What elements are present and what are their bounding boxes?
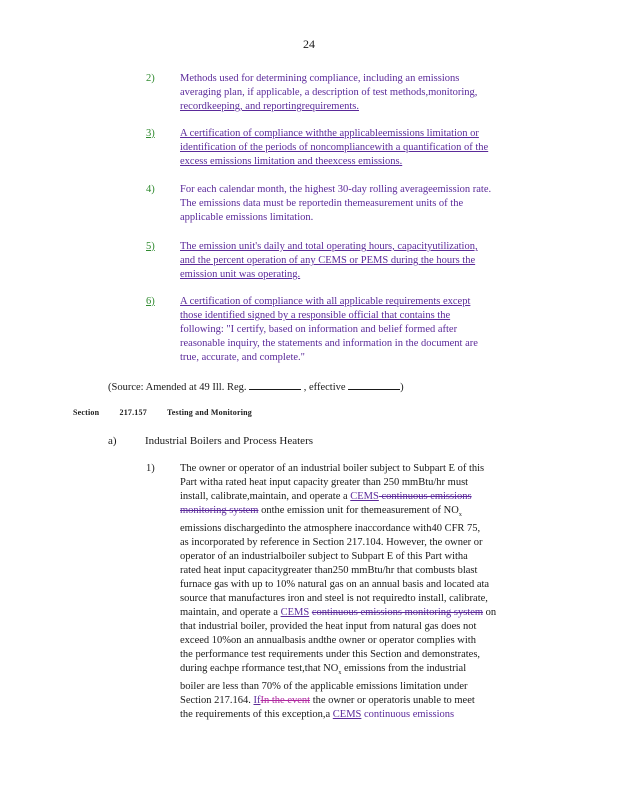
text-line: exceed 10%on an annualbasis andthe owner or operator complies with [180, 635, 476, 647]
item-line: A certification of compliance withthe applicableemissions limitation or [180, 128, 479, 139]
text-run: the owner or operatoris unable to meet [310, 695, 475, 707]
text-run: emissions from the industrial [341, 663, 467, 675]
item-number: 3) [146, 128, 155, 139]
text-line: Part witha rated heat input capacity greater than 250 mmBtu/hr must [180, 477, 469, 488]
text-line [180, 490, 530, 504]
item-line: A certification of compliance with all applicable requirements except [180, 296, 471, 307]
text-line [180, 694, 530, 708]
subsection-letter: a) [108, 435, 117, 447]
text-line: that industrial boiler, provided the heat input from natural gas does not [180, 621, 477, 633]
subscript: x [338, 670, 342, 677]
item-number: 6) [146, 296, 155, 307]
inserted-text: CEMS [332, 709, 362, 721]
item-line: The emission unit's daily and total operating hours, capacityutilization, [180, 241, 478, 252]
deleted-text: continuous emissions [378, 491, 472, 502]
text-run: the requirements of this exception,a [180, 709, 333, 721]
text-run: on [483, 607, 497, 619]
text-run: continuous emissions [361, 709, 455, 721]
item-number: 5) [146, 241, 155, 252]
subscript: x [458, 512, 462, 519]
text-line: the performance test requirements under this Section and demonstrates, [180, 649, 481, 661]
blank-line [249, 380, 301, 390]
text-line: boiler are less than 70% of the applicable emissions limitation under [180, 681, 468, 693]
source-middle: , effective [303, 382, 346, 393]
subsection-title: Industrial Boilers and Process Heaters [145, 435, 314, 447]
text-line [180, 606, 530, 620]
page-number: 24 [303, 37, 315, 51]
text-line: emissions dischargedinto the atmosphere inaccordance with40 CFR 75, [180, 523, 481, 535]
item-line: emission unit was operating. [180, 269, 301, 280]
text-run: onthe emission unit for themeasurement of NO [258, 505, 459, 516]
text-run: Section 217.164. [180, 695, 254, 707]
item-line: Methods used for determining compliance, including an emissions [180, 73, 460, 84]
text-line: furnace gas with up to 10% natural gas on an annual basis and located ata [180, 579, 490, 591]
text-line: source that manufactures iron and steel is not requiredto install, calibrate, [180, 593, 488, 605]
deleted-text: continuous emissions monitoring system [311, 607, 484, 619]
subsection-heading [108, 434, 314, 448]
inserted-text: If [253, 695, 261, 707]
item-line: and the percent operation of any CEMS or PEMS during the hours the [180, 255, 476, 266]
section-heading [73, 408, 270, 417]
item-line: The emissions data must be reportedin themeasurement units of the [180, 198, 464, 209]
item-line: recordkeeping, and reportingrequirements. [180, 101, 360, 112]
item-line: For each calendar month, the highest 30-day rolling averageemission rate. [180, 184, 492, 195]
section-number: 217.157 [119, 408, 147, 417]
item-number: 4) [146, 184, 155, 195]
section-label: Section [73, 408, 100, 417]
text-run: install, calibrate,maintain, and operate a [180, 491, 351, 502]
deleted-text: In the event [260, 695, 311, 707]
section-title: Testing and Monitoring [166, 408, 252, 417]
text-line [180, 708, 530, 722]
text-run: maintain, and operate a [180, 607, 281, 619]
item-line: reasonable inquiry, the statements and information in the document are [180, 338, 478, 349]
item-line: following: "I certify, based on information and belief formed after [180, 324, 458, 335]
paragraph-number: 1) [146, 463, 155, 474]
inserted-text: CEMS [350, 491, 379, 502]
item-line: those identified signed by a responsible official that contains the [180, 310, 451, 321]
source-suffix: ) [400, 382, 404, 393]
text-line: as incorporated by reference in Section 217.104. However, the owner or [180, 537, 483, 549]
text-line [180, 662, 530, 680]
source-prefix: (Source: Amended at 49 Ill. Reg. [108, 382, 247, 393]
text-line: rated heat input capacitygreater than250 mmBtu/hr that combusts blast [180, 565, 478, 577]
blank-line [348, 380, 400, 390]
source-note [108, 380, 404, 395]
inserted-text: CEMS [280, 607, 310, 619]
item-line: applicable emissions limitation. [180, 212, 314, 223]
text-line: The owner or operator of an industrial boiler subject to Subpart E of this [180, 463, 485, 474]
text-line [180, 504, 530, 522]
text-line: operator of an industrialboiler subject to Subpart E of this Part witha [180, 551, 468, 563]
deleted-text: monitoring system [180, 505, 259, 516]
item-line: true, accurate, and complete." [180, 352, 305, 363]
item-line: identification of the periods of noncompliancewith a quantification of the [180, 142, 489, 153]
text-run: during eachpe rformance test,that NO [180, 663, 339, 675]
item-number: 2) [146, 73, 155, 84]
item-line: excess emissions limitation and theexcess emissions. [180, 156, 403, 167]
item-line: averaging plan, if applicable, a description of test methods,monitoring, [180, 87, 478, 98]
